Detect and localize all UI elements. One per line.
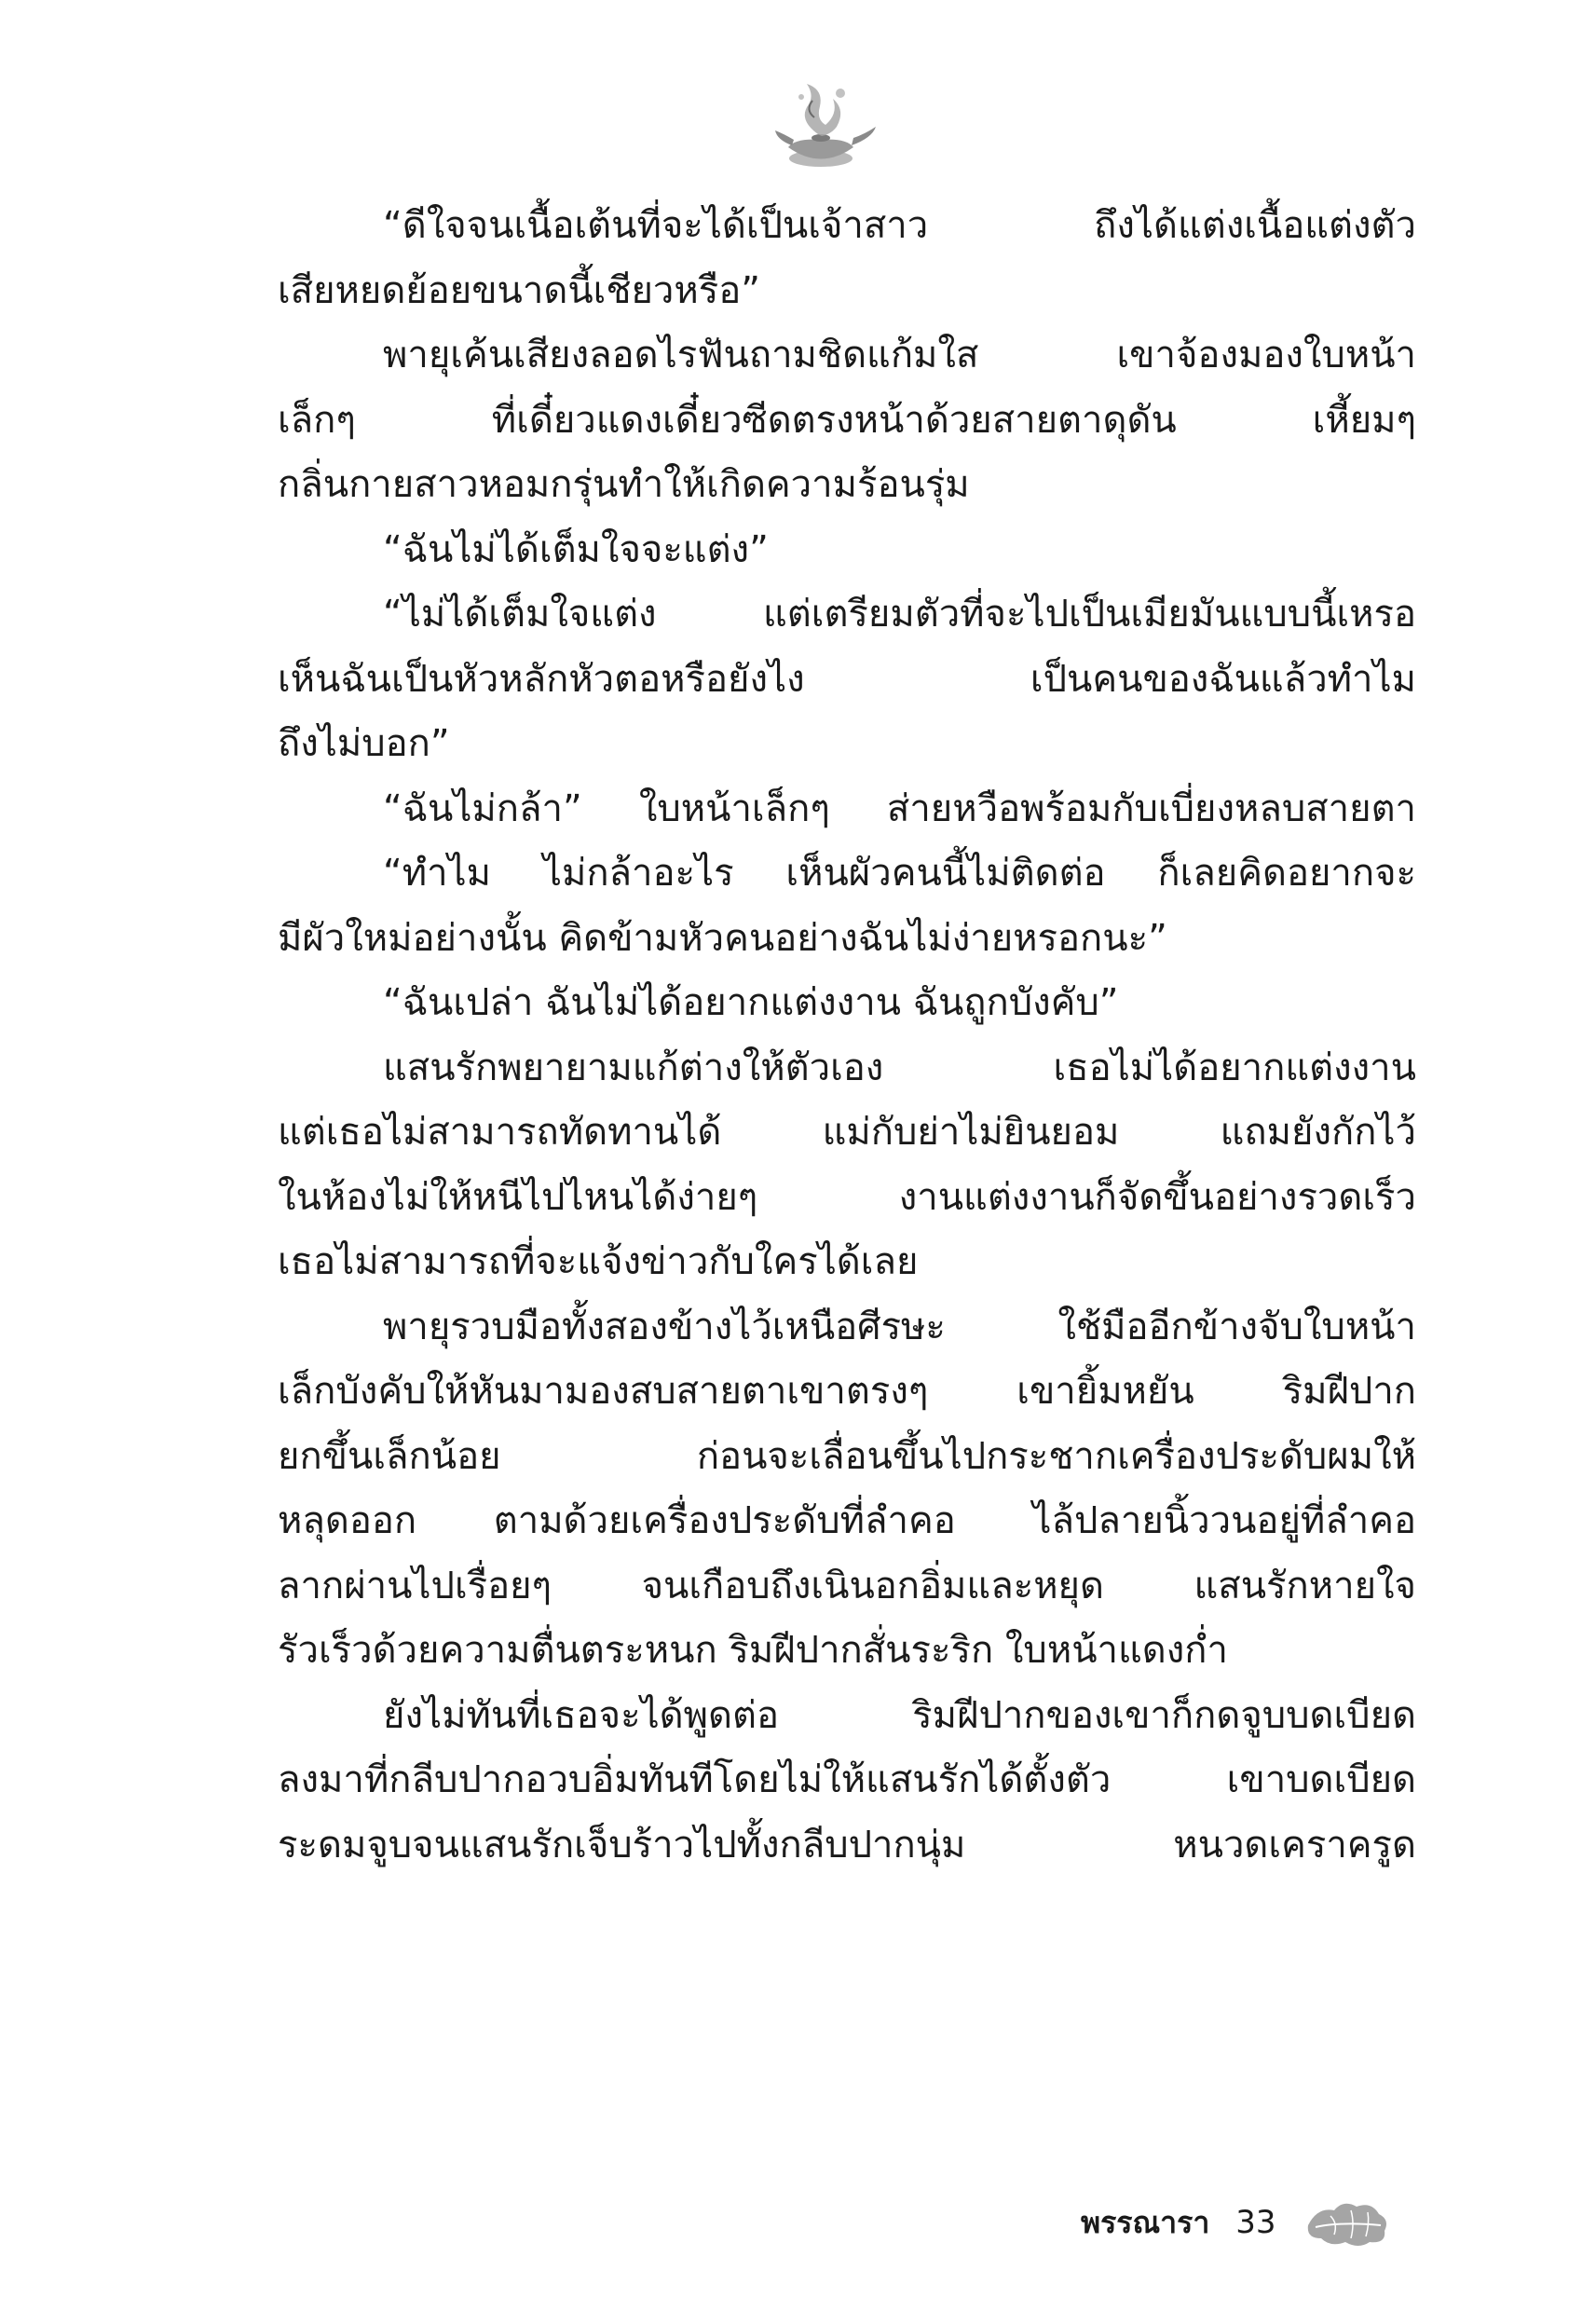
text-line: รัวเร็วด้วยความตื่นตระหนก ริมฝีปากสั่นระริก ใบหน้าแดงก่ำ — [278, 1629, 1228, 1672]
text-line: แสนรักพยายามแก้ต่างให้ตัวเอง เธอไม่ได้อยากแต่งงาน — [383, 1046, 1416, 1089]
text-line: “ฉันไม่ได้เต็มใจจะแต่ง” — [383, 527, 769, 571]
text-line: แต่เธอไม่สามารถทัดทานได้ แม่กับย่าไม่ยินยอม แถมยังกักไว้ — [278, 1111, 1416, 1154]
magic-lamp-icon — [760, 73, 881, 175]
text-line: ถึงไม่บอก” — [278, 722, 450, 765]
text-line: หลุดออก ตามด้วยเครื่องประดับที่ลำคอ ไล้ปลายนิ้ววนอยู่ที่ลำคอ — [278, 1499, 1416, 1542]
book-title: พรรณารา — [1081, 2204, 1210, 2240]
text-line: เล็กบังคับให้หันมามองสบสายตาเขาตรงๆ เขายิ้มหยัน ริมฝีปาก — [278, 1370, 1416, 1413]
text-line: “ฉันเปล่า ฉันไม่ได้อยากแต่งงาน ฉันถูกบังคับ” — [383, 981, 1119, 1024]
text-line: “ดีใจจนเนื้อเต้นที่จะได้เป็นเจ้าสาว ถึงได้แต่งเนื้อแต่งตัว — [383, 204, 1416, 247]
text-line: “ฉันไม่กล้า” ใบหน้าเล็กๆ ส่ายหวือพร้อมกับเบี่ยงหลบสายตา — [383, 786, 1416, 830]
text-line: “ทำไม ไม่กล้าอะไร เห็นผัวคนนี้ไม่ติดต่อ ก็เลยคิดอยากจะ — [383, 852, 1416, 895]
text-line: “ไม่ได้เต็มใจแต่ง แต่เตรียมตัวที่จะไปเป็นเมียมันแบบนี้เหรอ — [383, 593, 1416, 636]
page-number: 33 — [1235, 2204, 1276, 2241]
text-line: ลากผ่านไปเรื่อยๆ จนเกือบถึงเนินอกอิ่มและหยุด แสนรักหายใจ — [278, 1564, 1416, 1607]
text-line: ยกขึ้นเล็กน้อย ก่อนจะเลื่อนขึ้นไปกระชากเครื่องประดับผมให้ — [278, 1434, 1416, 1478]
story-text — [278, 194, 1416, 1878]
text-line: เห็นฉันเป็นหัวหลักหัวตอหรือยังไง เป็นคนของฉันแล้วทำไม — [278, 657, 1416, 701]
text-line: เล็กๆ ที่เดี๋ยวแดงเดี๋ยวซีดตรงหน้าด้วยสายตาดุดัน เหี้ยมๆ — [278, 398, 1416, 442]
leaf-ornament-icon — [1303, 2197, 1391, 2249]
text-line: กลิ่นกายสาวหอมกรุ่นทำให้เกิดความร้อนรุ่ม — [278, 463, 970, 506]
text-line: พายุเค้นเสียงลอดไรฟันถามชิดแก้มใส เขาจ้องมองใบหน้า — [383, 334, 1416, 376]
text-line: ในห้องไม่ให้หนีไปไหนได้ง่ายๆ งานแต่งงานก็จัดขึ้นอย่างรวดเร็ว — [278, 1175, 1416, 1219]
text-line: พายุรวบมือทั้งสองข้างไว้เหนือศีรษะ ใช้มืออีกข้างจับใบหน้า — [383, 1305, 1416, 1348]
text-line: ยังไม่ทันที่เธอจะได้พูดต่อ ริมฝีปากของเขาก็กดจูบบดเบียด — [383, 1693, 1416, 1737]
text-line: เสียหยดย้อยขนาดนี้เชียวหรือ” — [278, 268, 760, 312]
text-line: เธอไม่สามารถที่จะแจ้งข่าวกับใครได้เลย — [278, 1240, 919, 1283]
text-line: ระดมจูบจนแสนรักเจ็บร้าวไปทั้งกลีบปากนุ่ม หนวดเคราครูด — [278, 1823, 1416, 1867]
text-line: ลงมาที่กลีบปากอวบอิ่มทันทีโดยไม่ให้แสนรักได้ตั้งตัว เขาบดเบียด — [278, 1758, 1416, 1801]
page-footer — [1081, 2195, 1391, 2250]
text-line: มีผัวใหม่อย่างนั้น คิดข้ามหัวคนอย่างฉันไม่ง่ายหรอกนะ” — [278, 916, 1167, 960]
